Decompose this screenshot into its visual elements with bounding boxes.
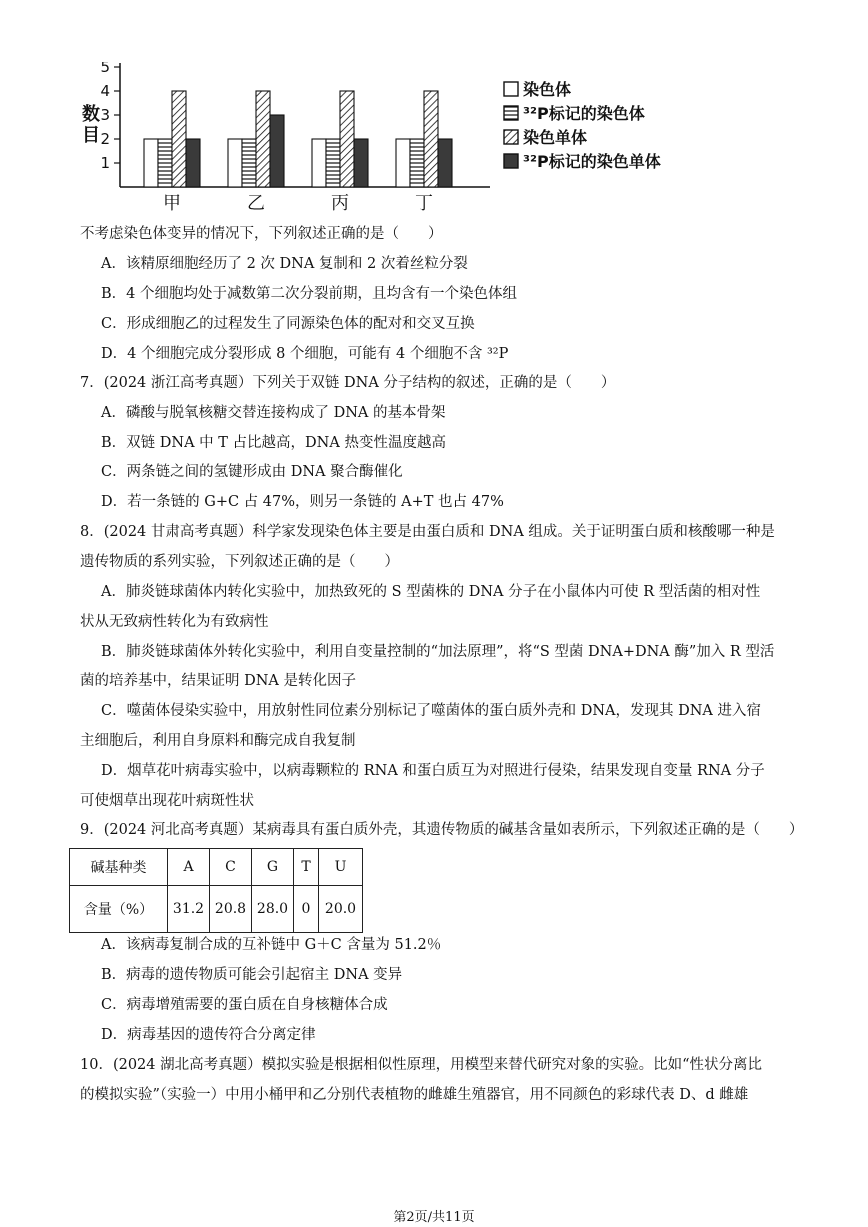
table-header-cell: 碱基种类 [70,849,168,886]
bar [340,91,354,187]
table-header-cell: T [294,849,319,886]
y-axis-label: 数 [82,104,100,125]
y-tick-label: 1 [100,154,110,172]
legend-swatch [504,106,518,120]
y-tick-label: 5 [100,62,110,76]
y-axis-label: 目 [82,125,100,146]
page-number: 第2页/共11页 [393,1210,475,1225]
q8-option-a-line1: A．肺炎链球菌体内转化实验中，加热致死的 S 型菌株的 DNA 分子在小鼠体内可使 R 型活菌的相对性 [101,584,761,600]
bar [354,139,368,187]
table-cell: 31.2 [168,886,210,933]
q8-option-c-line1: C．噬菌体侵染实验中，用放射性同位素分别标记了噬菌体的蛋白质外壳和 DNA，发现其 DNA 进入宿 [101,703,761,719]
q7-option-a: A．磷酸与脱氧核糖交替连接构成了 DNA 的基本骨架 [101,405,446,421]
q8-stem-line1: 8．(2024 甘肃高考真题）科学家发现染色体主要是由蛋白质和 DNA 组成。关于证明蛋白质和核酸哪一种是 [80,524,775,540]
y-tick-label: 4 [100,82,110,100]
table-cell: 28.0 [252,886,294,933]
q8-option-d-line1: D．烟草花叶病毒实验中，以病毒颗粒的 RNA 和蛋白质互为对照进行侵染，结果发现自变量 RNA 分子 [101,763,765,779]
x-tick-label: 甲 [163,193,181,214]
legend-label: ³²P标记的染色单体 [523,152,661,171]
q7-stem: 7．(2024 浙江高考真题）下列关于双链 DNA 分子结构的叙述，正确的是（ ） [80,375,616,391]
q9-stem: 9．(2024 河北高考真题）某病毒具有蛋白质外壳，其遗传物质的碱基含量如表所示，下列叙述正确的是（ ） [80,822,804,838]
table-header-cell: A [168,849,210,886]
legend-label: 染色单体 [523,128,588,147]
x-tick-label: 丁 [415,193,433,214]
bar-chart [78,62,778,217]
q8-option-d-line2: 可使烟草出现花叶病斑性状 [80,793,254,809]
base-content-table [69,848,363,933]
bar [424,91,438,187]
q6-option-b: B．4 个细胞均处于减数第二次分裂前期，且均含有一个染色体组 [101,286,517,302]
table-header-cell: C [210,849,252,886]
bar [410,139,424,187]
q6-stem: 不考虑染色体变异的情况下，下列叙述正确的是（ ） [80,226,443,242]
legend-swatch [504,130,518,144]
q8-option-a-line2: 状从无致病性转化为有致病性 [80,614,269,630]
bar [270,115,284,187]
x-tick-label: 丙 [331,193,349,214]
y-tick-label: 3 [100,106,110,124]
q8-option-b-line1: B．肺炎链球菌体外转化实验中，利用自变量控制的“加法原理”，将“S 型菌 DNA+DNA 酶”加入 R 型活 [101,644,775,660]
q8-stem-line2: 遗传物质的系列实验，下列叙述正确的是（ ） [80,554,399,570]
bar [242,139,256,187]
q8-option-c-line2: 主细胞后，利用自身原料和酶完成自我复制 [80,733,356,749]
table-header-row [70,849,363,886]
q10-stem-line2: 的模拟实验”（实验一）中用小桶甲和乙分别代表植物的雌雄生殖器官，用不同颜色的彩球代表 D、d 雌雄 [80,1087,749,1103]
bar [158,139,172,187]
bar [228,139,242,187]
legend-label: 染色体 [523,80,572,99]
table-cell: 20.0 [319,886,363,933]
legend-label: ³²P标记的染色体 [523,104,645,123]
bar [256,91,270,187]
q6-option-c: C．形成细胞乙的过程发生了同源染色体的配对和交叉互换 [101,316,475,332]
table-cell: 含量（%） [70,886,168,933]
bar [144,139,158,187]
bar [172,91,186,187]
q10-stem-line1: 10．(2024 湖北高考真题）模拟实验是根据相似性原理，用模型来替代研究对象的实验。比如“性状分离比 [80,1057,763,1073]
q9-option-b: B．病毒的遗传物质可能会引起宿主 DNA 变异 [101,967,403,983]
q8-option-b-line2: 菌的培养基中，结果证明 DNA 是转化因子 [80,673,357,689]
q7-option-c: C．两条链之间的氢键形成由 DNA 聚合酶催化 [101,464,403,480]
legend-swatch [504,82,518,96]
q9-option-a: A．该病毒复制合成的互补链中 G＋C 含量为 51.2％ [101,937,442,953]
bar [438,139,452,187]
table-cell: 0 [294,886,319,933]
q9-option-c: C．病毒增殖需要的蛋白质在自身核糖体合成 [101,997,388,1013]
q6-option-d: D．4 个细胞完成分裂形成 8 个细胞，可能有 4 个细胞不含 ³²P [101,346,509,362]
chart-svg [78,62,778,217]
q7-option-d: D．若一条链的 G+C 占 47%，则另一条链的 A+T 也占 47% [101,494,504,510]
q6-option-a: A．该精原细胞经历了 2 次 DNA 复制和 2 次着丝粒分裂 [101,256,468,272]
q7-option-b: B．双链 DNA 中 T 占比越高，DNA 热变性温度越高 [101,435,446,451]
table-row [70,886,363,933]
y-tick-label: 2 [100,130,110,148]
x-tick-label: 乙 [247,193,265,214]
bar [326,139,340,187]
legend-swatch [504,154,518,168]
table-cell: 20.8 [210,886,252,933]
q9-option-d: D．病毒基因的遗传符合分离定律 [101,1027,316,1043]
bar [186,139,200,187]
bar [312,139,326,187]
bar [396,139,410,187]
table-header-cell: G [252,849,294,886]
table-header-cell: U [319,849,363,886]
